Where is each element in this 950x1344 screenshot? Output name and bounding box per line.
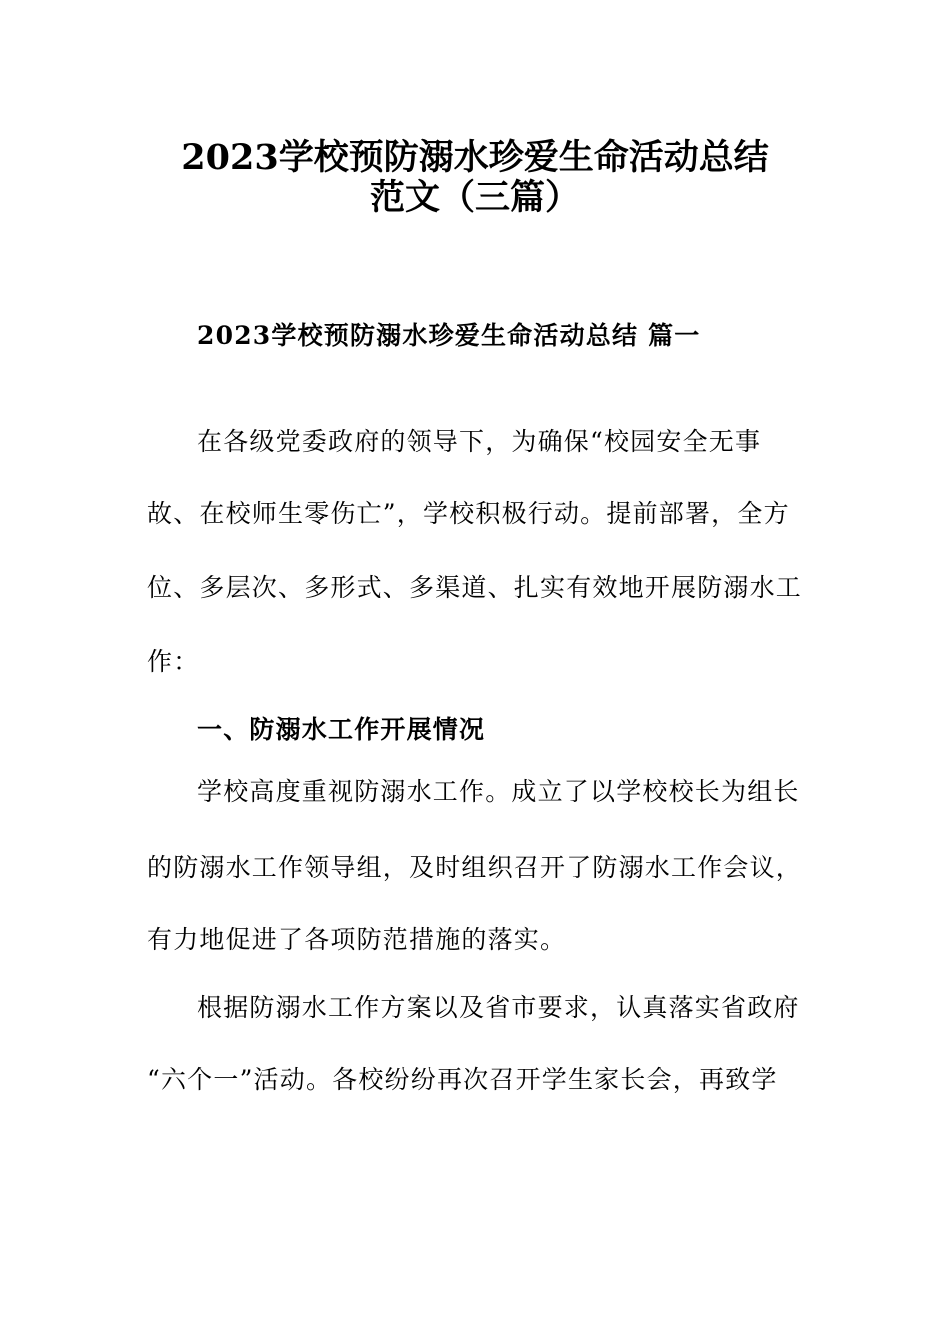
document-title-line-1: 2023学校预防溺水珍爱生命活动总结 [181,137,769,178]
paragraph-line: 的防溺水工作领导组，及时组织召开了防溺水工作会议， [147,853,803,882]
paragraph-line: 故、在校师生零伤亡”，学校积极行动。提前部署，全方 [147,499,790,528]
paragraph-line: 有力地促进了各项防范措施的落实。 [147,925,567,954]
paragraph-line: 在各级党委政府的领导下，为确保“校园安全无事 [197,427,762,456]
document-title-line-2: 范文（三篇） [369,177,580,218]
section-heading: 2023学校预防溺水珍爱生命活动总结 篇一 [197,321,701,350]
paragraph-line: 学校高度重视防溺水工作。成立了以学校校长为组长 [197,777,800,806]
paragraph-line: 根据防溺水工作方案以及省市要求，认真落实省政府 [197,993,800,1022]
paragraph-line: 位、多层次、多形式、多渠道、扎实有效地开展防溺水工 [147,573,803,602]
paragraph-line: 作： [147,647,200,676]
paragraph-line: “六个一”活动。各校纷纷再次召开学生家长会，再致学 [147,1065,778,1094]
subheading: 一、防溺水工作开展情况 [197,715,486,744]
